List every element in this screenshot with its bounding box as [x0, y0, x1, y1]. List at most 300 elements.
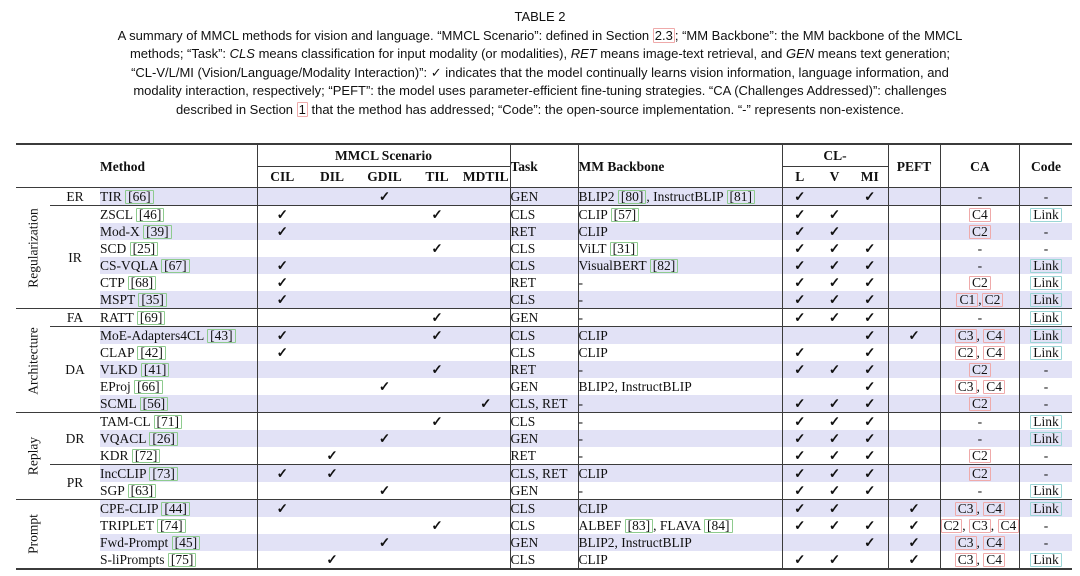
check-mark: ✓	[378, 535, 391, 550]
check-mark: ✓	[864, 448, 876, 463]
cell-code	[1020, 257, 1072, 274]
text-segment: means text generation;	[814, 46, 951, 62]
check-mark: ✓	[378, 379, 391, 394]
cell-scenario-dil	[307, 465, 357, 483]
cell-scenario-gdil	[357, 517, 412, 534]
check-mark: ✓	[908, 552, 920, 567]
cell-backbone	[578, 344, 782, 361]
cell-method	[100, 534, 257, 551]
check-mark: ✓	[864, 483, 876, 498]
cell-task: CLS	[510, 257, 578, 274]
cell-scenario-gdil	[357, 482, 412, 500]
cell-peft	[888, 206, 940, 224]
check-mark: ✓	[431, 362, 443, 377]
cell-ca	[940, 413, 1020, 431]
cell-cl-v	[817, 240, 852, 257]
cell-task: CLS	[510, 413, 578, 431]
cell-scenario-gdil	[357, 378, 412, 395]
table-header	[16, 144, 1072, 188]
citation-link[interactable]: [56]	[140, 397, 169, 411]
cell-scenario-cil	[257, 395, 307, 413]
cell-scenario-mdtil	[462, 447, 510, 465]
check-mark: ✓	[276, 328, 288, 343]
col-header-gdil: GDIL	[357, 167, 412, 188]
cell-task: CLS, RET	[510, 465, 578, 483]
cell-scenario-til	[412, 517, 462, 534]
citation-link[interactable]: [66]	[134, 380, 163, 394]
cell-scenario-dil	[307, 240, 357, 257]
citation-link[interactable]: [73]	[149, 467, 178, 481]
challenge-ref-link[interactable]: C2	[969, 276, 991, 290]
cell-method	[100, 274, 257, 291]
citation-link[interactable]: [42]	[137, 346, 166, 360]
text-segment: ,	[976, 328, 984, 343]
challenge-ref-link[interactable]: C2	[955, 346, 977, 360]
cell-scenario-til	[412, 344, 462, 361]
challenge-ref-link[interactable]: C1	[956, 293, 978, 307]
check-mark: ✓	[794, 396, 806, 411]
text-segment: -	[578, 448, 583, 463]
cell-scenario-mdtil	[462, 309, 510, 327]
citation-link[interactable]: [44]	[161, 502, 190, 516]
text-segment: ,	[976, 535, 984, 550]
caption-line	[20, 64, 1060, 83]
text-segment: -	[578, 362, 583, 377]
citation-link[interactable]: [72]	[132, 449, 161, 463]
code-link[interactable]: Link	[1030, 293, 1062, 307]
cell-cl-mi	[852, 309, 888, 327]
check-mark: ✓	[794, 241, 806, 256]
col-header-dil: DIL	[307, 167, 357, 188]
text-segment: TIR	[100, 189, 126, 204]
cell-cl-l	[782, 327, 817, 345]
check-mark: ✓	[794, 483, 806, 498]
cell-ca	[940, 517, 1020, 534]
check-mark: ✓	[828, 448, 841, 463]
cell-backbone	[578, 551, 782, 569]
cell-scenario-gdil	[357, 291, 412, 309]
text-segment: means classification for input modality (or modalities),	[254, 46, 571, 62]
text-segment: methods; “Task”:	[129, 46, 230, 62]
citation-link[interactable]: [67]	[161, 259, 190, 273]
cell-ca	[940, 447, 1020, 465]
cell-cl-mi	[852, 188, 888, 206]
text-segment: ,	[990, 518, 998, 533]
cell-scenario-cil	[257, 482, 307, 500]
cell-cl-mi	[852, 361, 888, 378]
caption-line	[20, 101, 1060, 120]
check-mark: ✓	[794, 292, 806, 307]
caption-line	[20, 27, 1060, 46]
code-link[interactable]: Link	[1030, 484, 1062, 498]
check-mark: ✓	[378, 189, 391, 204]
text-segment: -	[977, 189, 983, 204]
code-link[interactable]: Link	[1030, 346, 1062, 360]
cell-ca	[940, 327, 1020, 345]
code-link[interactable]: Link	[1030, 311, 1062, 325]
cell-cl-v	[817, 500, 852, 518]
text-segment: TRIPLET	[100, 518, 158, 533]
check-mark: ✓	[276, 258, 288, 273]
table-row	[16, 309, 1072, 327]
cell-scenario-dil	[307, 395, 357, 413]
cell-backbone	[578, 517, 782, 534]
citation-link[interactable]: [82]	[650, 259, 679, 273]
cell-backbone	[578, 309, 782, 327]
cell-scenario-dil	[307, 327, 357, 345]
citation-link[interactable]: [68]	[128, 276, 157, 290]
citation-link[interactable]: [45]	[172, 536, 201, 550]
cell-scenario-gdil	[357, 309, 412, 327]
cell-cl-l	[782, 188, 817, 206]
challenge-ref-link[interactable]: C4	[983, 536, 1005, 550]
cell-scenario-cil	[257, 327, 307, 345]
check-mark: ✓	[828, 224, 841, 239]
check-mark: ✓	[908, 535, 920, 550]
cell-method	[100, 517, 257, 534]
category-label-text: Regularization	[25, 208, 41, 288]
cell-backbone	[578, 274, 782, 291]
cell-scenario-til	[412, 378, 462, 395]
code-link[interactable]: Link	[1030, 259, 1062, 273]
citation-link[interactable]: [81]	[727, 190, 756, 204]
table-row	[16, 447, 1072, 465]
cell-method	[100, 447, 257, 465]
challenge-ref-link[interactable]: C4	[983, 553, 1005, 567]
cell-cl-mi	[852, 413, 888, 431]
text-segment: -	[1043, 241, 1049, 256]
citation-link[interactable]: [75]	[168, 553, 197, 567]
challenge-ref-link[interactable]: C4	[983, 380, 1005, 394]
text-segment: ZSCL	[100, 207, 136, 222]
cell-backbone	[578, 240, 782, 257]
text-segment: -	[977, 258, 983, 273]
cell-cl-l	[782, 223, 817, 240]
challenge-ref-link[interactable]: C3	[955, 553, 977, 567]
text-segment: CLIP	[578, 328, 608, 343]
table-row	[16, 482, 1072, 500]
challenge-ref-link[interactable]: C4	[969, 208, 991, 222]
text-segment: MoE-Adapters4CL	[100, 328, 208, 343]
cell-code	[1020, 344, 1072, 361]
challenge-ref-link[interactable]: C3	[955, 536, 977, 550]
cell-scenario-mdtil	[462, 465, 510, 483]
cell-scenario-mdtil	[462, 206, 510, 224]
cell-cl-l	[782, 309, 817, 327]
text-segment: CLIP	[578, 552, 608, 567]
check-mark: ✓	[794, 448, 806, 463]
cell-scenario-til	[412, 447, 462, 465]
check-mark: ✓	[431, 310, 443, 325]
check-mark: ✓	[864, 345, 876, 360]
cell-peft	[888, 257, 940, 274]
challenge-ref-link[interactable]: C2	[969, 225, 991, 239]
challenge-ref-link[interactable]: C2	[969, 467, 991, 481]
table-caption-text	[20, 27, 1060, 120]
cell-peft	[888, 482, 940, 500]
cell-backbone	[578, 413, 782, 431]
citation-link[interactable]: [74]	[157, 519, 186, 533]
cell-scenario-til	[412, 465, 462, 483]
text-segment: VLKD	[100, 362, 141, 377]
cell-backbone	[578, 361, 782, 378]
citation-link[interactable]: [80]	[618, 190, 647, 204]
cell-cl-v	[817, 361, 852, 378]
challenge-ref-link[interactable]: C3	[955, 329, 977, 343]
challenge-ref-link[interactable]: C2	[982, 293, 1004, 307]
text-segment: -	[1043, 396, 1049, 411]
cell-method	[100, 344, 257, 361]
citation-link[interactable]: [26]	[149, 432, 178, 446]
cell-cl-v	[817, 223, 852, 240]
col-header-cl: CL-	[782, 144, 888, 167]
cell-task: GEN	[510, 378, 578, 395]
citation-link[interactable]: [35]	[138, 293, 167, 307]
table-row	[16, 465, 1072, 483]
cell-cl-l	[782, 257, 817, 274]
text-segment: means image-text retrieval, and	[596, 46, 786, 62]
cell-code	[1020, 534, 1072, 551]
code-link[interactable]: Link	[1030, 415, 1062, 429]
code-link[interactable]: Link	[1030, 276, 1062, 290]
cell-scenario-gdil	[357, 395, 412, 413]
text-segment: Mod-X	[100, 224, 144, 239]
cell-peft	[888, 291, 940, 309]
text-segment: -	[1043, 466, 1049, 481]
check-mark: ✓	[828, 466, 841, 481]
check-mark: ✓	[828, 518, 841, 533]
citation-link[interactable]: [63]	[128, 484, 157, 498]
cell-cl-mi	[852, 344, 888, 361]
code-link[interactable]: Link	[1030, 432, 1062, 446]
check-mark: ✓	[276, 207, 288, 222]
cell-scenario-cil	[257, 344, 307, 361]
cell-cl-mi	[852, 465, 888, 483]
citation-link[interactable]: [66]	[125, 190, 154, 204]
text-segment: -	[578, 396, 583, 411]
text-segment: SCML	[100, 396, 140, 411]
cell-task: CLS	[510, 500, 578, 518]
check-mark: ✓	[828, 275, 841, 290]
cell-cl-v	[817, 551, 852, 569]
cell-scenario-cil	[257, 309, 307, 327]
cell-scenario-gdil	[357, 274, 412, 291]
check-mark: ✓	[828, 552, 841, 567]
cell-cl-mi	[852, 240, 888, 257]
table-row	[16, 344, 1072, 361]
cell-scenario-gdil	[357, 188, 412, 206]
cell-scenario-mdtil	[462, 517, 510, 534]
check-mark: ✓	[864, 396, 876, 411]
citation-link[interactable]: [57]	[611, 208, 640, 222]
cell-scenario-cil	[257, 206, 307, 224]
cell-scenario-til	[412, 309, 462, 327]
text-segment: described in Section	[175, 101, 297, 117]
text-segment: MSPT	[100, 292, 139, 307]
challenge-ref-link[interactable]: C2	[941, 519, 963, 533]
text-segment: BLIP2	[578, 189, 618, 204]
cell-scenario-dil	[307, 413, 357, 431]
cell-scenario-cil	[257, 465, 307, 483]
text-segment: CLS	[229, 46, 255, 62]
text-segment: IncCLIP	[100, 466, 150, 481]
cell-scenario-gdil	[357, 257, 412, 274]
cell-peft	[888, 188, 940, 206]
cell-scenario-til	[412, 327, 462, 345]
challenge-ref-link[interactable]: C2	[969, 363, 991, 377]
check-mark: ✓	[828, 207, 841, 222]
cell-scenario-cil	[257, 257, 307, 274]
citation-link[interactable]: [39]	[143, 225, 172, 239]
col-header-peft: PEFT	[888, 144, 940, 188]
check-mark: ✓	[378, 431, 391, 446]
cell-ca	[940, 188, 1020, 206]
cell-scenario-gdil	[357, 500, 412, 518]
challenge-ref-link[interactable]: C4	[983, 502, 1005, 516]
check-mark: ✓	[794, 362, 806, 377]
check-mark: ✓	[431, 518, 443, 533]
citation-link[interactable]: [43]	[207, 329, 236, 343]
citation-link[interactable]: [83]	[625, 519, 654, 533]
cell-scenario-cil	[257, 223, 307, 240]
mmcl-methods-table	[16, 143, 1072, 570]
cell-ca	[940, 223, 1020, 240]
cell-method	[100, 240, 257, 257]
check-mark: ✓	[908, 501, 920, 516]
citation-link[interactable]: [41]	[141, 363, 170, 377]
citation-link[interactable]: [84]	[704, 519, 733, 533]
citation-link[interactable]: [46]	[136, 208, 165, 222]
challenge-ref-link[interactable]: C3	[969, 519, 991, 533]
cell-ca	[940, 378, 1020, 395]
cell-scenario-til	[412, 430, 462, 447]
col-header-mdtil: MDTIL	[462, 167, 510, 188]
check-mark: ✓	[431, 207, 443, 222]
cell-scenario-cil	[257, 534, 307, 551]
cell-cl-v	[817, 447, 852, 465]
text-segment: -	[1043, 518, 1049, 533]
citation-link[interactable]: [25]	[130, 242, 159, 256]
cell-scenario-cil	[257, 517, 307, 534]
cell-scenario-til	[412, 413, 462, 431]
cell-peft	[888, 395, 940, 413]
check-mark: ✓	[864, 379, 876, 394]
cell-cl-v	[817, 430, 852, 447]
cell-task: CLS	[510, 344, 578, 361]
cell-code	[1020, 447, 1072, 465]
challenge-ref-link[interactable]: C4	[998, 519, 1020, 533]
citation-link[interactable]: [31]	[610, 242, 639, 256]
cell-scenario-cil	[257, 291, 307, 309]
cell-scenario-til	[412, 551, 462, 569]
code-link[interactable]: Link	[1030, 329, 1062, 343]
check-mark: ✓	[794, 414, 806, 429]
code-link[interactable]: Link	[1030, 502, 1062, 516]
challenge-ref-link[interactable]: C3	[955, 502, 977, 516]
challenge-ref-link[interactable]: C4	[983, 346, 1005, 360]
cell-backbone	[578, 395, 782, 413]
cell-scenario-gdil	[357, 206, 412, 224]
table-row	[16, 430, 1072, 447]
cell-scenario-mdtil	[462, 534, 510, 551]
text-segment: -	[977, 483, 983, 498]
check-mark: ✓	[794, 431, 806, 446]
text-segment: -	[977, 241, 983, 256]
challenge-ref-link[interactable]: C4	[983, 329, 1005, 343]
text-segment: -	[578, 310, 583, 325]
corner-cell	[16, 144, 100, 188]
cell-ca	[940, 482, 1020, 500]
cell-cl-v	[817, 274, 852, 291]
cell-cl-mi	[852, 430, 888, 447]
cell-scenario-mdtil	[462, 188, 510, 206]
code-link[interactable]: Link	[1030, 208, 1062, 222]
cell-scenario-mdtil	[462, 274, 510, 291]
cell-code	[1020, 500, 1072, 518]
cell-cl-l	[782, 274, 817, 291]
cell-task: CLS	[510, 327, 578, 345]
section-ref-link[interactable]: 2.3	[654, 27, 673, 43]
check-mark: ✓	[864, 275, 876, 290]
cell-backbone	[578, 430, 782, 447]
check-mark: ✓	[794, 275, 806, 290]
check-mark: ✓	[828, 483, 841, 498]
cell-peft	[888, 361, 940, 378]
table-row	[16, 500, 1072, 518]
cell-scenario-dil	[307, 534, 357, 551]
cell-cl-mi	[852, 517, 888, 534]
cell-code	[1020, 395, 1072, 413]
cell-peft	[888, 465, 940, 483]
table-row	[16, 327, 1072, 345]
challenge-ref-link[interactable]: C3	[955, 380, 977, 394]
check-mark: ✓	[276, 224, 288, 239]
cell-task: GEN	[510, 309, 578, 327]
text-segment: -	[1043, 535, 1049, 550]
challenge-ref-link[interactable]: C2	[969, 397, 991, 411]
cell-scenario-gdil	[357, 223, 412, 240]
cell-cl-v	[817, 378, 852, 395]
text-segment: -	[578, 292, 583, 307]
cell-ca	[940, 240, 1020, 257]
text-segment: -	[578, 414, 583, 429]
check-mark: ✓	[908, 518, 920, 533]
cell-cl-l	[782, 551, 817, 569]
cell-method	[100, 395, 257, 413]
cell-scenario-til	[412, 500, 462, 518]
cell-scenario-mdtil	[462, 395, 510, 413]
citation-link[interactable]: [71]	[154, 415, 183, 429]
cell-method	[100, 430, 257, 447]
challenge-ref-link[interactable]: C2	[969, 449, 991, 463]
check-mark: ✓	[431, 328, 443, 343]
cell-scenario-cil	[257, 274, 307, 291]
cell-task: GEN	[510, 430, 578, 447]
col-header-v: V	[817, 167, 852, 188]
text-segment: CLIP	[578, 466, 608, 481]
cell-ca	[940, 344, 1020, 361]
code-link[interactable]: Link	[1030, 553, 1062, 567]
cell-backbone	[578, 188, 782, 206]
text-segment: CLIP	[578, 207, 611, 222]
cell-code	[1020, 188, 1072, 206]
cell-method	[100, 482, 257, 500]
check-mark: ✓	[794, 518, 806, 533]
citation-link[interactable]: [69]	[137, 311, 166, 325]
section-ref-link[interactable]: 1	[298, 101, 306, 117]
cell-method	[100, 378, 257, 395]
cell-scenario-mdtil	[462, 361, 510, 378]
